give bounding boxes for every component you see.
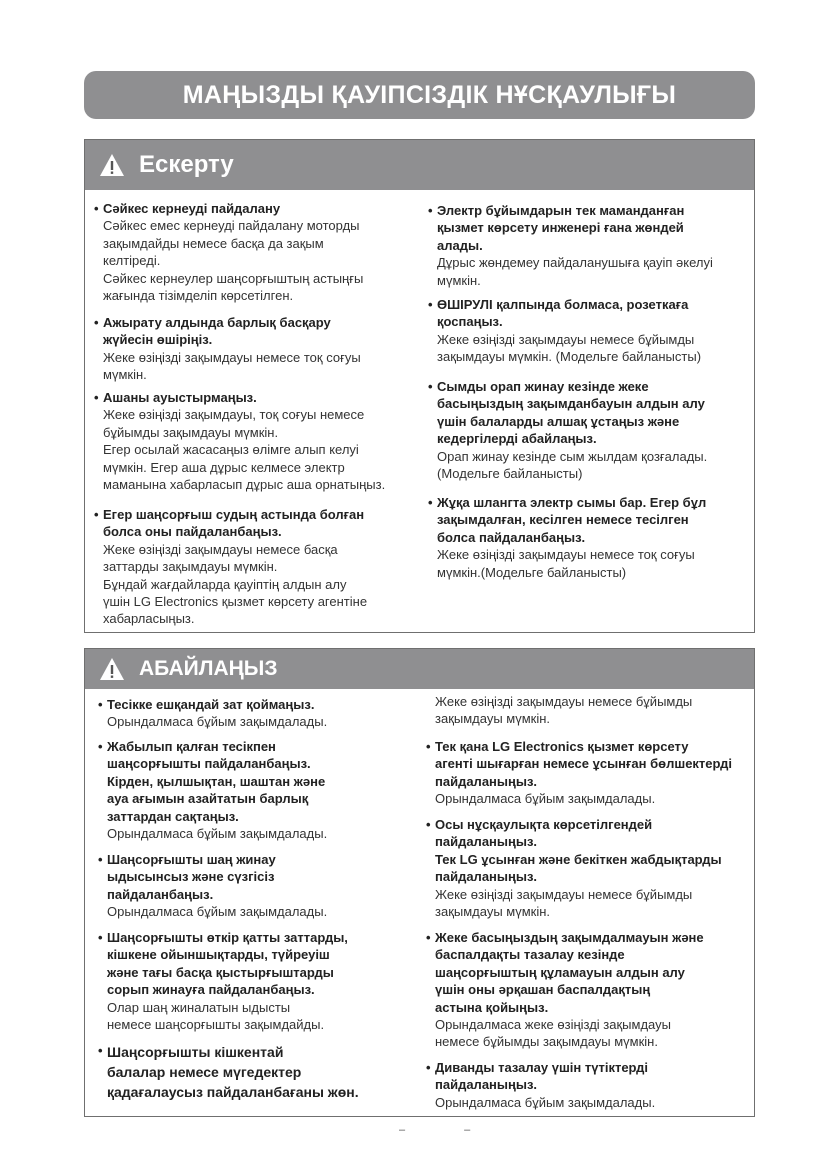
item-heading: алады.	[437, 237, 483, 253]
bullet: •	[94, 507, 99, 522]
bullet: •	[426, 1060, 431, 1075]
item-text: Жеке өзіңізді зақымдауы немесе бұйымды	[435, 886, 693, 902]
item-text: Сәйкес емес кернеуді пайдалану моторды	[103, 218, 360, 234]
item-heading: шаңсорғышты пайдаланбаңыз.	[107, 756, 311, 772]
item-heading: пайдаланбаңыз.	[107, 886, 214, 902]
bullet: •	[426, 739, 431, 754]
item-text: зақымдайды немесе басқа да зақым	[103, 235, 324, 251]
item-text: Орындалмаса бұйым зақымдалады.	[107, 714, 328, 730]
item-text: заттарды зақымдауы мүмкін.	[103, 559, 278, 575]
item-heading: Электр бұйымдарын тек маманданған	[437, 203, 685, 218]
item-heading: болса оны пайдаланбаңыз.	[103, 524, 282, 540]
item-text: зақымдауы мүмкін. (Модельге байланысты)	[437, 349, 702, 365]
bullet: •	[428, 379, 433, 394]
item-text: мүмкін.	[437, 272, 481, 288]
item-heading: шаңсорғыштың құламауын алдын алу	[435, 964, 685, 980]
item-text: жағында тізімделіп көрсетілген.	[103, 288, 294, 304]
caution-header	[85, 649, 754, 689]
bullet: •	[94, 315, 99, 330]
item-text: Жеке өзіңізді зақымдауы немесе тоқ соғуы	[103, 349, 361, 365]
item-heading: Ажырату алдында барлық басқару	[103, 315, 331, 330]
item-text: Орындалмаса бұйым зақымдалады.	[435, 791, 656, 807]
item-heading: пайдаланыңыз.	[435, 834, 538, 850]
item-text: Орындалмаса жеке өзіңізді зақымдауы	[435, 1017, 671, 1033]
item-heading: заттардан сақтаңыз.	[107, 808, 239, 824]
bullet: •	[428, 297, 433, 312]
bullet: •	[426, 930, 431, 945]
item-text: Дұрыс жөндемеу пайдаланушыға қауіп әкелуі	[437, 255, 713, 271]
item-heading: Жұқа шлангта электр сымы бар. Егер бұл	[437, 495, 707, 510]
list-item	[426, 929, 704, 1051]
bullet: •	[98, 697, 103, 712]
caution-title: АБАЙЛАҢЫЗ	[139, 657, 278, 680]
item-heading: кішкене ойыншықтарды, түйреуіш	[107, 947, 330, 963]
bullet: •	[94, 390, 99, 405]
item-heading: Диванды тазалау үшін түтіктерді	[435, 1060, 649, 1075]
warning-header	[85, 140, 754, 190]
item-text: маманына хабарласып дұрыс аша орнатыңыз.	[103, 477, 386, 493]
warning-triangle-icon	[99, 657, 125, 681]
list-item	[428, 296, 702, 366]
item-text: Жеке өзіңізді зақымдауы, тоқ соғуы немесе	[103, 407, 365, 423]
list-item	[94, 200, 364, 304]
item-heading: үшін балаларды алшақ ұстаңыз және	[437, 413, 680, 429]
list-item	[426, 816, 722, 920]
list-item	[426, 1059, 656, 1111]
item-text: зақымдауы мүмкін.	[435, 904, 551, 920]
item-heading: ауа ағымын азайтатын барлық	[107, 791, 309, 807]
item-heading: басыңыздың зақымданбауын алдын алу	[437, 396, 705, 412]
item-heading: болса пайдаланбаңыз.	[437, 529, 586, 545]
warning-title: Ескерту	[139, 151, 234, 178]
bullet: •	[426, 817, 431, 832]
item-text: Сәйкес кернеулер шаңсорғыштың астыңғы	[103, 270, 364, 286]
item-text: немесе шаңсорғышты зақымдайды.	[107, 1017, 325, 1033]
caution-section	[84, 648, 755, 1117]
item-heading: Кірден, қылшықтан, шаштан және	[107, 773, 326, 789]
warning-triangle-icon	[99, 153, 125, 177]
item-heading: баспалдақты тазалау кезінде	[435, 947, 625, 963]
item-text: Орындалмаса бұйым зақымдалады.	[107, 826, 328, 842]
bullet: •	[428, 495, 433, 510]
item-heading: Жеке басыңыздың зақымдалмауын және	[435, 930, 704, 945]
item-text: зақымдауы мүмкін.	[435, 711, 551, 727]
item-text: Орындалмаса бұйым зақымдалады.	[107, 904, 328, 920]
item-heading: пайдаланыңыз.	[435, 869, 538, 885]
item-heading: қадағалаусыз пайдаланбағаны жөн.	[107, 1084, 359, 1100]
item-heading: астына қойыңыз.	[435, 999, 549, 1015]
list-item	[98, 851, 328, 921]
item-heading: жүйесін өшіріңіз.	[103, 332, 213, 348]
page-number: – –	[399, 1124, 499, 1136]
item-heading: зақымдалған, кесілген немесе тесілген	[437, 512, 689, 528]
item-text: Жеке өзіңізді зақымдауы немесе тоқ соғуы	[437, 547, 695, 563]
item-heading: агенті шығарған немесе ұсынған бөлшектерді	[435, 756, 733, 772]
item-text: Егер осылай жасасаңыз өлімге алып келуі	[103, 442, 359, 458]
item-heading: және тағы басқа қыстырғыштарды	[107, 964, 334, 980]
bullet: •	[98, 852, 103, 867]
list-item	[94, 314, 361, 384]
item-text: Орындалмаса бұйым зақымдалады.	[435, 1094, 656, 1110]
item-heading: қызмет көрсету инженері ғана жөндей	[437, 220, 684, 236]
item-heading: пайдаланыңыз.	[435, 773, 538, 789]
item-text: Жеке өзіңізді зақымдауы немесе бұйымды	[437, 331, 695, 347]
item-heading: Шаңсорғышты кішкентай	[107, 1044, 284, 1060]
item-heading: пайдаланыңыз.	[435, 1077, 538, 1093]
item-text: (Модельге байланысты)	[437, 466, 583, 482]
list-item	[428, 378, 708, 482]
item-heading: Шаңсорғышты шаң жинау	[107, 852, 276, 867]
bullet: •	[98, 739, 103, 754]
item-text: немесе бұйымды зақымдауы мүмкін.	[435, 1034, 658, 1050]
list-item	[94, 506, 368, 628]
item-text: Жеке өзіңізді зақымдауы немесе бұйымды	[435, 694, 693, 709]
item-heading: Осы нұсқаулықта көрсетілгендей	[435, 817, 653, 832]
item-heading: Шаңсорғышты өткір қатты заттарды,	[107, 930, 348, 945]
item-text: мүмкін.(Модельге байланысты)	[437, 564, 627, 580]
item-text: хабарласыңыз.	[103, 611, 195, 627]
item-heading: Тесікке ешқандай зат қоймаңыз.	[107, 697, 315, 712]
item-text: мүмкін. Егер аша дұрыс келмесе электр	[103, 459, 345, 475]
item-text: Бұндай жағдайларда қауіптің алдын алу	[103, 576, 347, 592]
list-item	[428, 494, 707, 581]
list-item	[98, 1042, 359, 1102]
item-heading: Сымды орап жинау кезінде жеке	[437, 379, 649, 394]
list-item	[98, 696, 328, 731]
item-heading: Тек қана LG Electronics қызмет көрсету	[435, 739, 689, 754]
item-heading: балалар немесе мүгедектер	[107, 1064, 302, 1080]
item-heading: қоспаңыз.	[437, 314, 503, 330]
item-text: Жеке өзіңізді зақымдауы немесе басқа	[103, 541, 338, 557]
item-heading: Тек LG ұсынған және бекіткен жабдықтарды	[435, 851, 722, 867]
item-heading: ыдысынсыз және сүзгісіз	[107, 869, 275, 885]
list-item	[426, 738, 733, 808]
item-heading: Егер шаңсорғыш судың астында болған	[103, 507, 365, 522]
warning-section	[84, 139, 755, 633]
item-heading: үшін оны әрқашан баспалдақтың	[435, 982, 651, 998]
item-text: келтіреді.	[103, 253, 161, 269]
item-text: бұйымды зақымдауы мүмкін.	[103, 424, 279, 440]
item-heading: кедергілерді абайлаңыз.	[437, 431, 597, 447]
list-item	[98, 738, 328, 842]
item-heading: ӨШІРУЛІ қалпында болмаса, розеткаға	[437, 297, 689, 312]
item-text: Орап жинау кезінде сым жылдам қозғалады.	[437, 448, 708, 464]
item-heading: сорып жинауға пайдаланбаңыз.	[107, 982, 315, 998]
list-item	[98, 929, 348, 1033]
item-text: үшін LG Electronics қызмет көрсету агентіне	[103, 594, 368, 610]
page-title: МАҢЫЗДЫ ҚАУІПСІЗДІК НҰСҚАУЛЫҒЫ	[84, 71, 755, 119]
item-text: Олар шаң жиналатын ыдысты	[107, 999, 291, 1015]
item-text: мүмкін.	[103, 367, 147, 383]
bullet: •	[98, 1043, 103, 1058]
continued-text	[435, 693, 692, 728]
item-heading: Жабылып қалған тесікпен	[107, 739, 276, 754]
bullet: •	[94, 201, 99, 216]
bullet: •	[428, 203, 433, 218]
item-heading: Сәйкес кернеуді пайдалану	[103, 201, 281, 216]
list-item	[94, 389, 386, 493]
list-item	[428, 202, 713, 289]
bullet: •	[98, 930, 103, 945]
item-heading: Ашаны ауыстырмаңыз.	[103, 390, 257, 405]
